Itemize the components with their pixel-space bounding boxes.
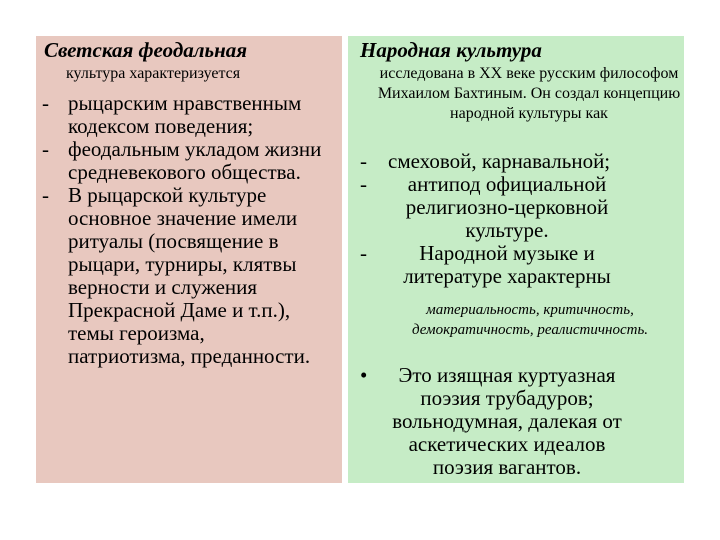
right-panel (348, 36, 684, 483)
list-item (42, 138, 338, 184)
list-item (360, 242, 678, 288)
list-item (360, 364, 678, 479)
list-item-text: Народной музыке и литературе характерны (403, 241, 611, 288)
list-item-text: В рыцарской культуре основное значение имели ритуалы (посвящение в рыцари, турниры, клятвы верности и служения Прекрасной Даме и т.п.), темы героизма, патриотизма, преданности. (68, 183, 311, 368)
right-panel-subtitle: исследована в XX веке русским философом Михаилом Бахтиным. Он создал концепцию народной культуры как (377, 65, 681, 122)
dash-marker: - (360, 172, 367, 196)
list-item-text: рыцарским нравственным кодексом поведения; (68, 91, 302, 138)
list-item-text: антипод официальной религиозно-церковной культуре. (405, 172, 609, 242)
list-item (42, 184, 338, 368)
bullet-marker: • (360, 363, 368, 387)
left-panel-subtitle: культура характеризуется (66, 65, 241, 82)
left-panel-title: Светская феодальная (44, 38, 248, 62)
dash-marker: - (42, 91, 49, 115)
list-item-text: феодальным укладом жизни средневекового общества. (68, 137, 322, 184)
left-panel (36, 36, 342, 483)
dash-marker: - (360, 149, 367, 173)
right-panel-title: Народная культура (360, 38, 542, 62)
dash-marker: - (360, 241, 367, 265)
left-list (42, 92, 338, 368)
list-item (42, 92, 338, 138)
list-item (360, 173, 678, 242)
dash-marker: - (42, 183, 49, 207)
right-list (360, 150, 678, 288)
dash-marker: - (42, 137, 49, 161)
list-item-text: Это изящная куртуазная поэзия трубадуров; вольнодумная, далекая от аскетических идеалов поэзия вагантов. (392, 363, 622, 479)
list-item (360, 150, 678, 173)
characteristics-note: материальность, критичность, демократичность, реалистичность. (411, 302, 649, 338)
right-bullet-list (360, 364, 678, 479)
list-item-text: смеховой, карнавальной; (388, 149, 611, 173)
